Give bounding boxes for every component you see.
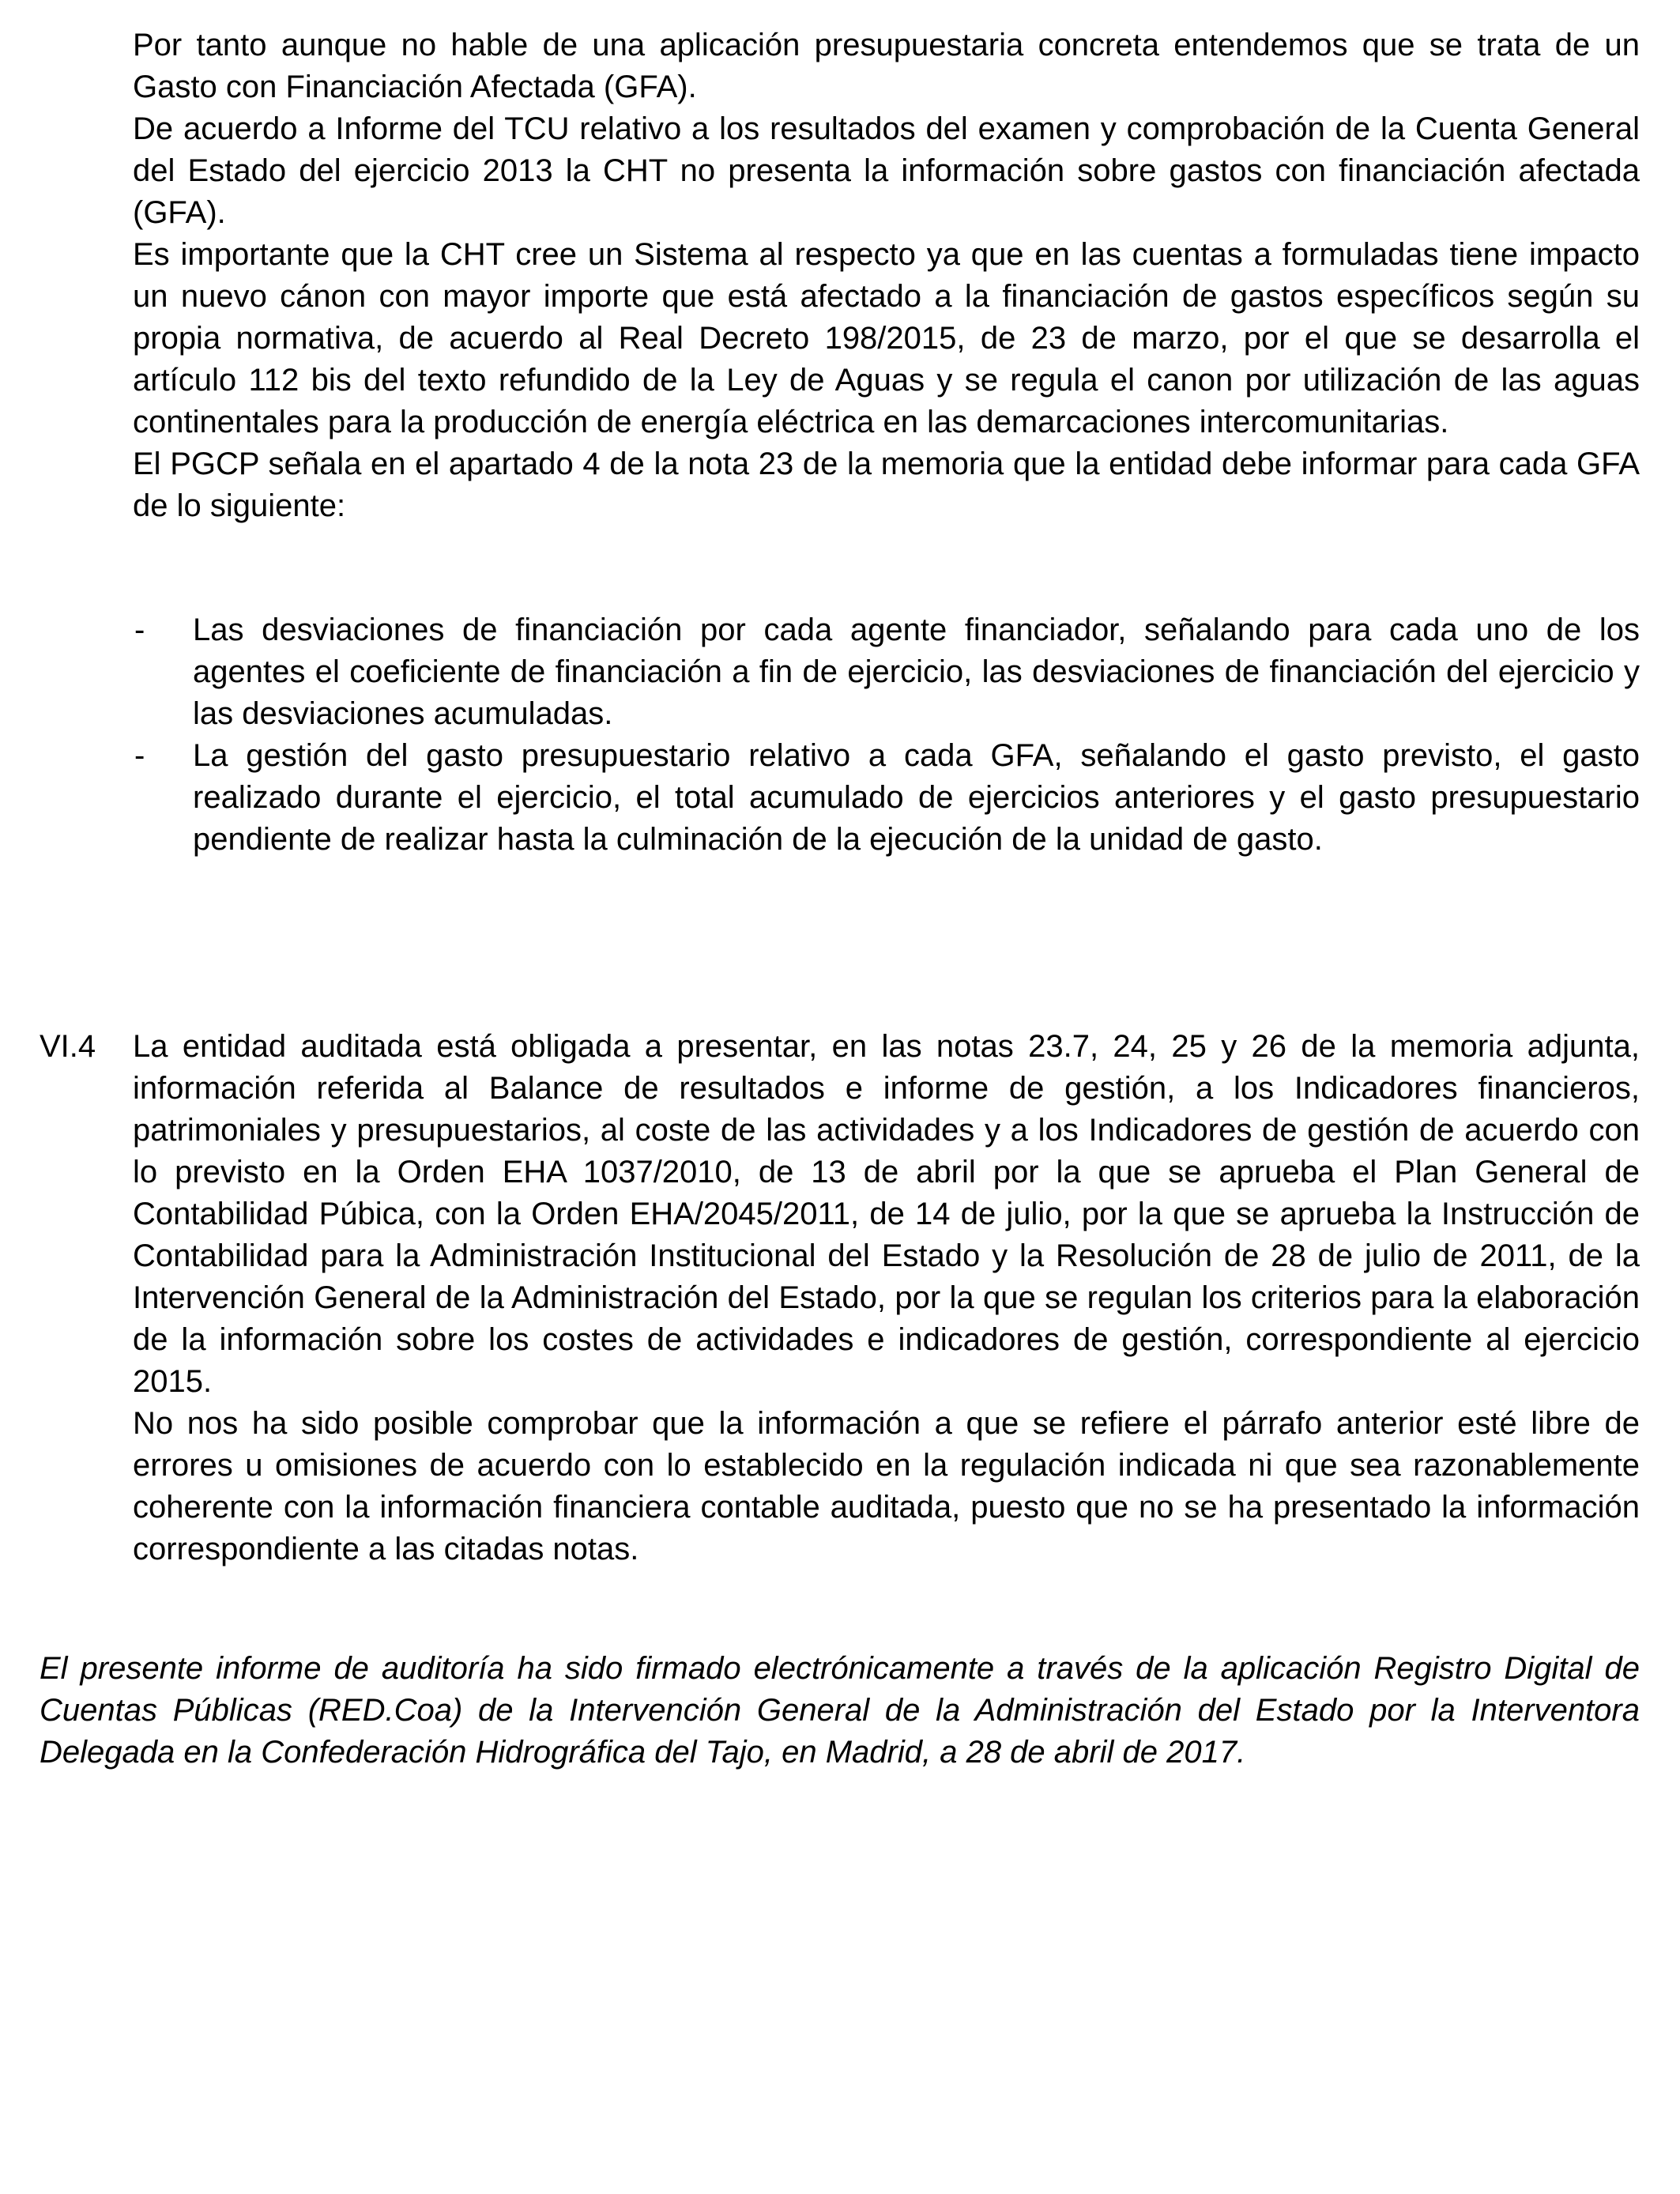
section-paragraph-2: No nos ha sido posible comprobar que la información a que se refiere el párrafo anterior esté libre de errores u omisiones de acuerdo con lo establecido en la regulación indicada ni que sea razonablemente coherente con la información financiera contable auditada, puesto que no se ha presentado la información correspondiente a las citadas notas. [133, 1406, 1640, 1566]
bullet-dash-2: - [134, 738, 145, 773]
intro-paragraph-4: El PGCP señala en el apartado 4 de la nota 23 de la memoria que la entidad debe informar para cada GFA de lo siguiente: [133, 447, 1640, 523]
section-vi4 [40, 1026, 1640, 1570]
signature-statement: El presente informe de auditoría ha sido firmado electrónicamente a través de la aplicación Registro Digital de Cuentas Públicas (RED.Coa) de la Intervención General de la Administración del Estado por la Interventora Delegada en la Confederación Hidrográfica del Tajo, en Madrid, a 28 de abril de 2017. [40, 1651, 1640, 1770]
section-paragraph-1: La entidad auditada está obligada a presentar, en las notas 23.7, 24, 25 y 26 de la memoria adjunta, información referida al Balance de resultados e informe de gestión, a los Indicadores financieros, patrimoniales y presupuestarios, al coste de las actividades y a los Indicadores de gestión de acuerdo con lo previsto en la Orden EHA 1037/2010, de 13 de abril por la que se aprueba el Plan General de Contabilidad Púbica, con la Orden EHA/2045/2011, de 14 de julio, por la que se aprueba la Instrucción de Contabilidad para la Administración Institucional del Estado y la Resolución de 28 de julio de 2011, de la Intervención General de la Administración del Estado, por la que se regulan los criterios para la elaboración de la información sobre los costes de actividades e indicadores de gestión, correspondiente al ejercicio 2015. [133, 1029, 1640, 1399]
list-item [133, 609, 1640, 735]
list-item [133, 735, 1640, 861]
intro-section [133, 25, 1640, 527]
list-item-text-2: La gestión del gasto presupuestario relativo a cada GFA, señalando el gasto previsto, el gasto realizado durante el ejercicio, el total acumulado de ejercicios anteriores y el gasto presupuestario pendiente de realizar hasta la culminación de la ejecución de la unidad de gasto. [193, 738, 1640, 857]
section-number: VI.4 [40, 1029, 96, 1064]
intro-paragraph-3: Es importante que la CHT cree un Sistema al respecto ya que en las cuentas a formuladas tiene impacto un nuevo cánon con mayor importe que está afectado a la financiación de gastos específicos según su propia normativa, de acuerdo al Real Decreto 198/2015, de 23 de marzo, por el que se desarrolla el artículo 112 bis del texto refundido de la Ley de Aguas y se regula el canon por utilización de las aguas continentales para la producción de energía eléctrica en las demarcaciones intercomunitarias. [133, 237, 1640, 439]
list-item-text-1: Las desviaciones de financiación por cada agente financiador, señalando para cada uno de los agentes el coeficiente de financiación a fin de ejercicio, las desviaciones de financiación del ejercicio y las desviaciones acumuladas. [193, 613, 1640, 731]
bullet-dash-1: - [134, 613, 145, 647]
intro-paragraph-1: Por tanto aunque no hable de una aplicación presupuestaria concreta entendemos que se trata de un Gasto con Financiación Afectada (GFA). [133, 28, 1640, 104]
section-body [133, 1026, 1640, 1570]
intro-paragraph-2: De acuerdo a Informe del TCU relativo a los resultados del examen y comprobación de la Cuenta General del Estado del ejercicio 2013 la CHT no presenta la información sobre gastos con financiación afectada (GFA). [133, 111, 1640, 230]
gfa-requirements-list [133, 609, 1640, 861]
